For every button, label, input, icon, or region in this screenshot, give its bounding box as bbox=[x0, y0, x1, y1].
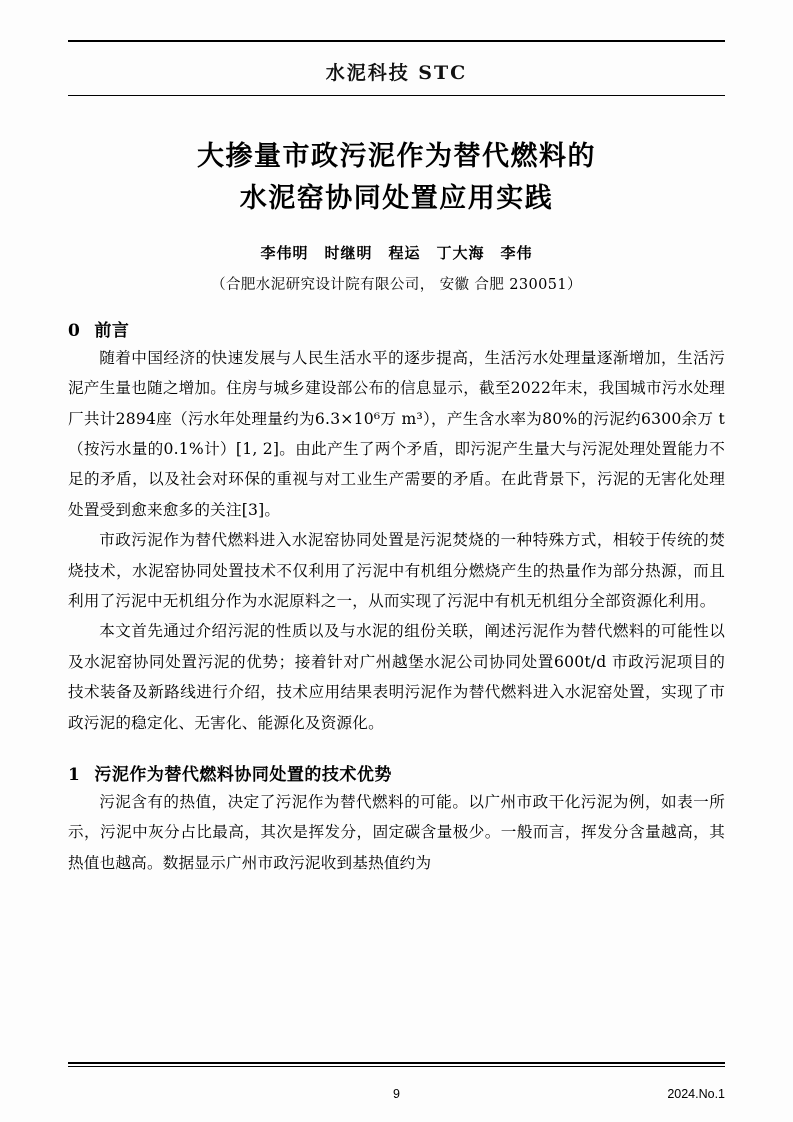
section-number: 1 bbox=[68, 764, 81, 785]
page-title-line-2: 水泥窑协同处置应用实践 bbox=[239, 182, 554, 214]
paragraph: 市政污泥作为替代燃料进入水泥窑协同处置是污泥焚烧的一种特殊方式，相较于传统的焚烧技术，水泥窑协同处置技术不仅利用了污泥中有机组分燃烧产生的热量作为部分热源，而且利用了污泥中无机组分作为水泥原料之一，从而实现了污泥中有机无机组分全部资源化利用。 bbox=[68, 531, 725, 610]
footer-rule-thin bbox=[68, 1066, 725, 1067]
paragraph: 污泥含有的热值，决定了污泥作为替代燃料的可能。以广州市政干化污泥为例，如表一所示，污泥中灰分占比最高，其次是挥发分，固定碳含量极少。一般而言，挥发分含量越高，其热值也越高。数据显示广州市政污泥收到基热值约为 bbox=[68, 792, 725, 872]
section-title: 污泥作为替代燃料协同处置的技术优势 bbox=[94, 764, 392, 785]
author-affiliation: （合肥水泥研究设计院有限公司， 安徽 合肥 230051） bbox=[211, 276, 582, 293]
header-rule-thin bbox=[68, 95, 725, 96]
author-name: 程运 bbox=[388, 243, 421, 262]
paragraph: 本文首先通过介绍污泥的性质以及与水泥的组份关联，阐述污泥作为替代燃料的可能性以及水泥窑协同处置污泥的优势；接着针对广州越堡水泥公司协同处置600t/d 市政污泥项目的技术装备及新路线进行介绍，技术应用结果表明污泥作为替代燃料进入水泥窑处置，实现了市政污泥的稳定化、无害化、能源化及资源化。 bbox=[68, 622, 725, 732]
page-number: 9 bbox=[393, 1087, 400, 1101]
paragraph: 随着中国经济的快速发展与人民生活水平的逐步提高，生活污水处理量逐渐增加，生活污泥产生量也随之增加。住房与城乡建设部公布的信息显示，截至2022年末，我国城市污水处理厂共计2894座（污水年处理量约为6.3×10⁶万 m³），产生含水率为80%的污泥约6300余万 t（按污水量的0.1%计）[1, 2]。由此产生了两个矛盾，即污泥产生量大与污泥处理处置能力不足的矛盾，以及社会对环保的重视与对工业生产需要的矛盾。在此背景下，污泥的无害化处理处置受到愈来愈多的关注[3]。 bbox=[68, 348, 725, 519]
author-list bbox=[68, 242, 725, 263]
section-title: 前言 bbox=[94, 320, 130, 341]
author-name: 李伟明 bbox=[260, 243, 309, 262]
title-block bbox=[68, 136, 725, 294]
section-number: 0 bbox=[68, 320, 81, 341]
section-heading-0 bbox=[68, 316, 725, 341]
page-title-line-1: 大掺量市政污泥作为替代燃料的 bbox=[197, 141, 596, 172]
header-rule-thick bbox=[68, 40, 725, 42]
author-name: 李伟 bbox=[500, 243, 533, 262]
issue-label: 2024.No.1 bbox=[667, 1087, 725, 1101]
author-name: 丁大海 bbox=[436, 243, 485, 262]
footer-rule-thick bbox=[68, 1062, 725, 1064]
section-heading-1 bbox=[68, 760, 725, 785]
author-name: 时继明 bbox=[324, 243, 373, 262]
running-head: 水泥科技 STC bbox=[325, 62, 468, 84]
